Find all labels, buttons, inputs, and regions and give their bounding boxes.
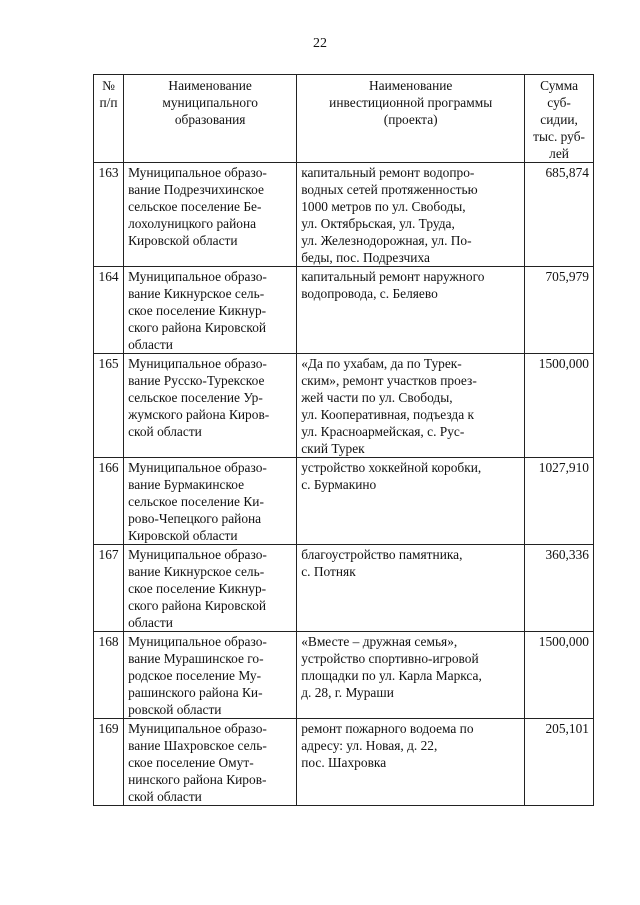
row-municipality: Муниципальное образо- вание Подрезчихинское сельское поселение Бе- лохолуницкого района Кировской области <box>124 163 297 267</box>
row-municipality: Муниципальное образо- вание Шахровское сель- ское поселение Омут- нинского района Киров- ской области <box>124 719 297 806</box>
row-number: 167 <box>94 545 124 632</box>
row-sum: 1500,000 <box>525 632 594 719</box>
table-row <box>94 545 594 632</box>
row-program: ремонт пожарного водоема по адресу: ул. Новая, д. 22, пос. Шахровка <box>297 719 525 806</box>
row-sum: 685,874 <box>525 163 594 267</box>
row-number: 165 <box>94 354 124 458</box>
row-sum: 1500,000 <box>525 354 594 458</box>
row-sum: 205,101 <box>525 719 594 806</box>
row-sum: 1027,910 <box>525 458 594 545</box>
row-program: «Да по ухабам, да по Турек- ским», ремонт участков проез- жей части по ул. Свободы, ул. Кооперативная, подъезда к ул. Красноармейская, с. Рус- ский Турек <box>297 354 525 458</box>
table-row <box>94 458 594 545</box>
row-program: устройство хоккейной коробки, с. Бурмакино <box>297 458 525 545</box>
header-sum: Сумма суб- сидии, тыс. руб- лей <box>525 75 594 163</box>
row-number: 163 <box>94 163 124 267</box>
row-municipality: Муниципальное образо- вание Мурашинское го- родское поселение Му- рашинского района Ки- ровской области <box>124 632 297 719</box>
table-row <box>94 632 594 719</box>
table-row <box>94 267 594 354</box>
row-municipality: Муниципальное образо- вание Кикнурское сель- ское поселение Кикнур- ского района Кировской области <box>124 545 297 632</box>
table-row <box>94 719 594 806</box>
row-number: 166 <box>94 458 124 545</box>
row-municipality: Муниципальное образо- вание Русско-Турекское сельское поселение Ур- жумского района Киров- ской области <box>124 354 297 458</box>
row-program: «Вместе – дружная семья», устройство спортивно-игровой площадки по ул. Карла Маркса, д. 28, г. Мураши <box>297 632 525 719</box>
header-program: Наименование инвестиционной программы (проекта) <box>297 75 525 163</box>
header-municipality: Наименование муниципального образования <box>124 75 297 163</box>
row-number: 169 <box>94 719 124 806</box>
row-sum: 360,336 <box>525 545 594 632</box>
row-number: 168 <box>94 632 124 719</box>
row-sum: 705,979 <box>525 267 594 354</box>
row-program: капитальный ремонт наружного водопровода, с. Беляево <box>297 267 525 354</box>
row-program: благоустройство памятника, с. Потняк <box>297 545 525 632</box>
table-row <box>94 354 594 458</box>
row-municipality: Муниципальное образо- вание Кикнурское сель- ское поселение Кикнур- ского района Кировской области <box>124 267 297 354</box>
header-number: № п/п <box>94 75 124 163</box>
row-program: капитальный ремонт водопро- водных сетей протяженностью 1000 метров по ул. Свободы, ул. Октябрьская, ул. Труда, ул. Железнодорожная, ул. По- беды, пос. Подрезчиха <box>297 163 525 267</box>
row-number: 164 <box>94 267 124 354</box>
page-number: 22 <box>313 36 327 51</box>
table-row <box>94 163 594 267</box>
table-header-row <box>94 75 594 163</box>
row-municipality: Муниципальное образо- вание Бурмакинское сельское поселение Ки- рово-Чепецкого района Кировской области <box>124 458 297 545</box>
subsidy-table <box>93 74 594 806</box>
